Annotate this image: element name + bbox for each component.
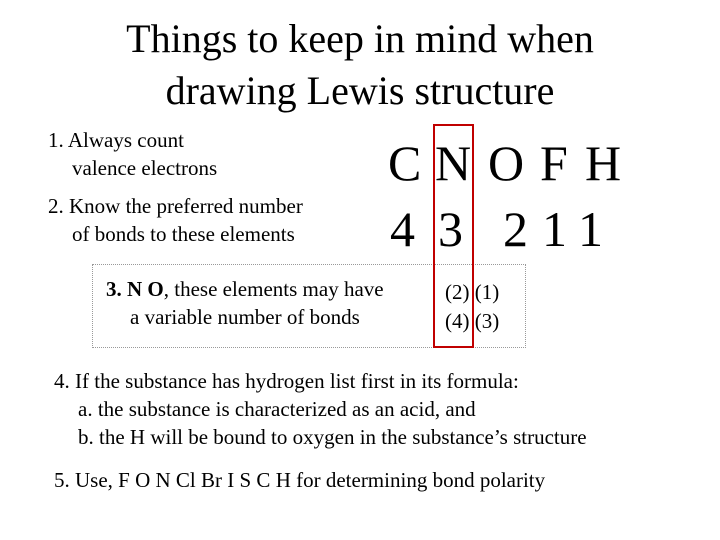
- nitrogen-highlight-box: [433, 124, 474, 348]
- item-2-line-1: 2. Know the preferred number: [48, 194, 303, 218]
- item-4-line-3: b. the H will be bound to oxygen in the substance’s structure: [78, 425, 587, 449]
- item-3-prefix: 3. N O: [106, 277, 164, 301]
- slide-title-line-1: Things to keep in mind when: [126, 16, 594, 61]
- item-3-line-1-rest: , these elements may have: [163, 277, 384, 301]
- item-3-line-2: a variable number of bonds: [130, 305, 360, 329]
- item-3-o-values: (4) (3): [445, 309, 500, 333]
- item-4-line-2: a. the substance is characterized as an acid, and: [78, 397, 476, 421]
- item-1-line-1: 1. Always count: [48, 128, 184, 152]
- item-3-n-values: (2) (1): [445, 280, 500, 304]
- bond-count-c: 4: [390, 201, 415, 257]
- element-symbol-o: O: [488, 135, 525, 191]
- element-symbol-f: F: [540, 135, 568, 191]
- item-5-line-1: 5. Use, F O N Cl Br I S C H for determining bond polarity: [54, 468, 546, 492]
- item-4-line-1: 4. If the substance has hydrogen list first in its formula:: [54, 369, 519, 393]
- bond-count-f: 1: [542, 201, 567, 257]
- item-2-line-2: of bonds to these elements: [72, 222, 295, 246]
- item-3-line-1: [106, 276, 384, 302]
- item-1-line-2: valence electrons: [72, 156, 218, 180]
- element-symbol-h: H: [585, 135, 622, 191]
- bond-count-h: 1: [578, 201, 603, 257]
- element-symbol-c: C: [388, 135, 422, 191]
- element-symbol-n: N: [435, 135, 472, 191]
- slide-title-line-2: drawing Lewis structure: [165, 68, 555, 113]
- bond-count-o: 2: [503, 201, 528, 257]
- bond-count-n: 3: [438, 201, 463, 257]
